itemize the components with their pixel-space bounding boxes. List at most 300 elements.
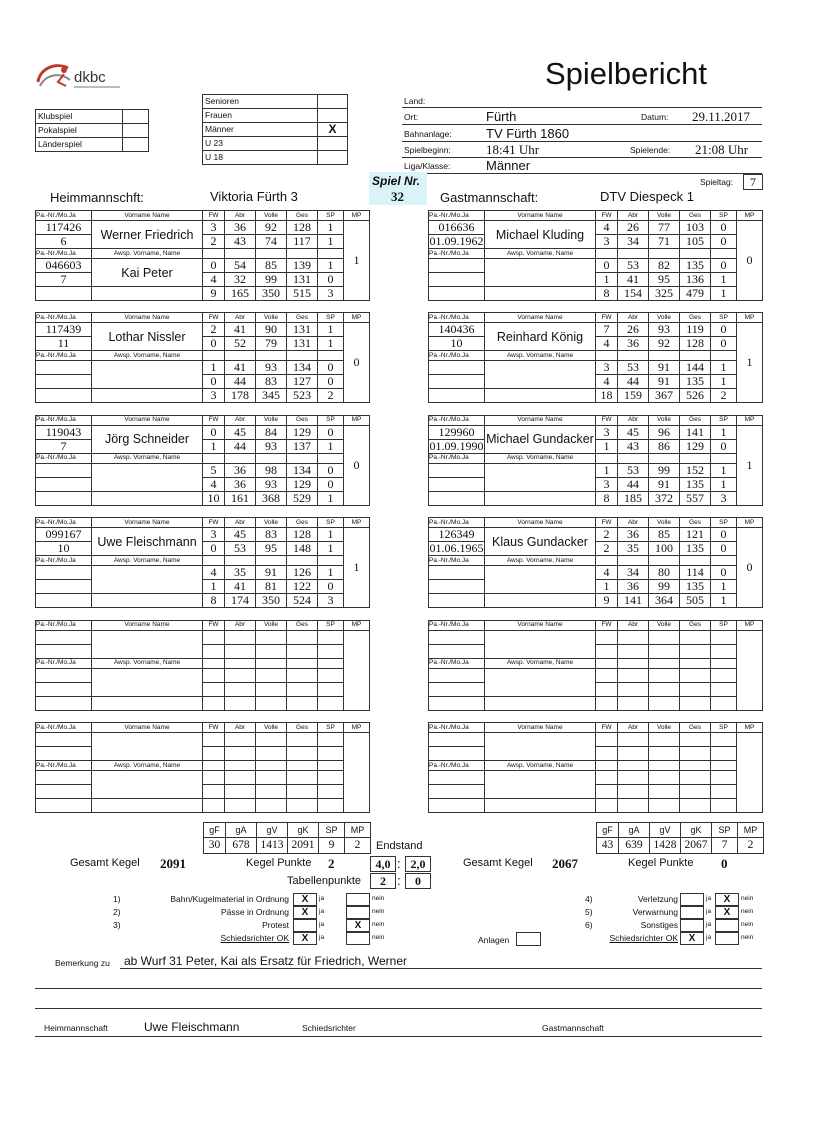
player-sub: 11 (36, 337, 92, 351)
player-block (428, 415, 763, 506)
check-ja-box[interactable] (680, 893, 704, 906)
throw-value: 0 (711, 235, 737, 249)
check-label: Schiedsrichter OK (220, 933, 289, 943)
empty-cell (596, 351, 618, 361)
throw-value: 134 (287, 463, 318, 477)
throw-value: 1 (203, 439, 225, 453)
ersatz-header: Awsp. Vorname, Name (485, 453, 596, 463)
total-value (649, 696, 680, 710)
schiri-sign-label: Schiedsrichter (302, 1023, 356, 1033)
total-value: 479 (680, 287, 711, 301)
throw-value: 128 (287, 528, 318, 542)
throw-value: 93 (649, 323, 680, 337)
throw-value (618, 644, 649, 658)
total-value (256, 696, 287, 710)
throw-value: 90 (256, 323, 287, 337)
throw-value: 141 (680, 425, 711, 439)
empty-cell (92, 389, 203, 403)
throw-value (649, 785, 680, 799)
throw-value: 43 (618, 439, 649, 453)
check-nein-box[interactable] (715, 893, 739, 906)
land-label: Land: (404, 96, 426, 106)
empty-cell (429, 491, 485, 505)
check-nein-box[interactable] (346, 893, 370, 906)
name-header: Vorname Name (92, 313, 203, 323)
category-label: U 23 (203, 137, 318, 151)
totals-value: 1413 (257, 838, 288, 854)
empty-cell (318, 761, 344, 771)
empty-cell (318, 351, 344, 361)
empty-cell (485, 696, 596, 710)
abr-header: Abr (225, 211, 256, 221)
player-pass (36, 630, 92, 644)
throw-value (618, 668, 649, 682)
throw-value: 136 (680, 273, 711, 287)
throw-value: 52 (225, 337, 256, 351)
throw-value: 7 (596, 323, 618, 337)
volle-header: Volle (649, 620, 680, 630)
totals-value: 2 (738, 838, 764, 854)
throw-value: 92 (256, 221, 287, 235)
check-nein-box[interactable] (715, 906, 739, 919)
spielbeginn-label: Spielbeginn: (404, 145, 451, 155)
total-value: 10 (203, 491, 225, 505)
throw-value: 1 (318, 566, 344, 580)
abr-header: Abr (618, 620, 649, 630)
throw-value: 114 (680, 566, 711, 580)
alt-pass (36, 361, 92, 375)
throw-value: 0 (203, 542, 225, 556)
total-value: 141 (618, 594, 649, 608)
nein-label: nein (741, 921, 754, 928)
empty-cell (618, 556, 649, 566)
nein-label: nein (741, 908, 754, 915)
totals-value: 2091 (288, 838, 319, 854)
total-value (287, 696, 318, 710)
totals-header: gK (288, 823, 319, 838)
check-ja-mark: X (301, 907, 309, 918)
pass-header: Pa.-Nr./Mo.Ja (36, 453, 92, 463)
alt-sub (36, 375, 92, 389)
sp-header: SP (318, 723, 344, 733)
tab-colon: : (397, 873, 401, 888)
nein-label: nein (372, 895, 385, 902)
throw-value (203, 630, 225, 644)
score-guest-box (405, 856, 431, 872)
empty-cell (618, 249, 649, 259)
throw-value: 45 (225, 528, 256, 542)
player-name: Werner Friedrich (92, 221, 203, 249)
totals-header: gV (257, 823, 288, 838)
fw-header: FW (203, 211, 225, 221)
empty-cell (429, 287, 485, 301)
alt-sub (429, 580, 485, 594)
match-type-mark (123, 124, 149, 138)
throw-value: 85 (256, 259, 287, 273)
nein-label: nein (372, 934, 385, 941)
throw-value: 95 (256, 542, 287, 556)
sp-header: SP (711, 723, 737, 733)
total-value: 165 (225, 287, 256, 301)
mp-header: MP (344, 723, 370, 733)
name-header: Vorname Name (485, 211, 596, 221)
throw-value (711, 733, 737, 747)
alt-pass (36, 771, 92, 785)
total-value: 3 (203, 389, 225, 403)
fw-header: FW (596, 518, 618, 528)
throw-value: 44 (618, 477, 649, 491)
fw-header: FW (596, 723, 618, 733)
throw-value: 0 (711, 542, 737, 556)
fw-header: FW (203, 313, 225, 323)
empty-cell (649, 658, 680, 668)
category-label: Senioren (203, 95, 318, 109)
throw-value (256, 747, 287, 761)
throw-value (618, 747, 649, 761)
throw-value: 1 (318, 221, 344, 235)
player-sub: 10 (429, 337, 485, 351)
ersatz-header: Awsp. Vorname, Name (92, 453, 203, 463)
volle-header: Volle (256, 723, 287, 733)
nein-label: nein (372, 921, 385, 928)
player-name (485, 630, 596, 658)
empty-cell (36, 594, 92, 608)
check-ja-box[interactable] (680, 919, 704, 932)
check-nein-box[interactable] (346, 919, 370, 932)
throw-value: 44 (225, 439, 256, 453)
throw-value: 128 (287, 221, 318, 235)
alt-pass (429, 361, 485, 375)
throw-value: 85 (649, 528, 680, 542)
alt-name (92, 566, 203, 594)
ges-header: Ges (680, 313, 711, 323)
player-pass: 117426 (36, 221, 92, 235)
empty-cell (649, 556, 680, 566)
throw-value: 91 (649, 477, 680, 491)
ja-label: ja (706, 908, 712, 915)
player-mp: 1 (344, 528, 370, 608)
pass-header: Pa.-Nr./Mo.Ja (429, 658, 485, 668)
throw-value: 129 (680, 439, 711, 453)
spiel-nr-label: Spiel Nr. (372, 174, 421, 188)
throw-value: 4 (203, 273, 225, 287)
empty-cell (429, 696, 485, 710)
player-block (428, 210, 763, 301)
sp-header: SP (318, 211, 344, 221)
throw-value: 135 (680, 542, 711, 556)
check-num: 6) (585, 920, 593, 930)
check-ja-box[interactable] (680, 906, 704, 919)
total-value (287, 799, 318, 813)
match-type-label: Pokalspiel (36, 124, 123, 138)
alt-pass (429, 668, 485, 682)
check-ja-box[interactable] (293, 893, 317, 906)
total-value: 185 (618, 491, 649, 505)
total-value: 368 (256, 491, 287, 505)
alt-name (92, 463, 203, 491)
throw-value: 0 (318, 361, 344, 375)
throw-value: 1 (318, 542, 344, 556)
abr-header: Abr (618, 415, 649, 425)
sp-header: SP (711, 415, 737, 425)
check-nein-box[interactable] (715, 932, 739, 945)
throw-value: 103 (680, 221, 711, 235)
fw-header: FW (596, 313, 618, 323)
throw-value: 100 (649, 542, 680, 556)
ersatz-header: Awsp. Vorname, Name (92, 761, 203, 771)
throw-value: 0 (203, 337, 225, 351)
totals-value: 30 (204, 838, 226, 854)
player-name (92, 733, 203, 761)
throw-value (596, 785, 618, 799)
empty-cell (318, 453, 344, 463)
throw-value: 41 (225, 361, 256, 375)
empty-cell (596, 453, 618, 463)
throw-value: 96 (649, 425, 680, 439)
alt-sub (36, 477, 92, 491)
total-value: 1 (711, 287, 737, 301)
bemerkung-text: ab Wurf 31 Peter, Kai als Ersatz für Friedrich, Werner (124, 954, 407, 968)
name-header: Vorname Name (92, 723, 203, 733)
check-ja-mark: X (301, 894, 309, 905)
throw-value: 93 (256, 439, 287, 453)
player-mp (737, 733, 763, 813)
throw-value: 0 (203, 259, 225, 273)
empty-cell (680, 453, 711, 463)
empty-cell (92, 696, 203, 710)
check-nein-box[interactable] (346, 906, 370, 919)
total-value: 2 (711, 389, 737, 403)
totals-header: SP (319, 823, 345, 838)
throw-value: 44 (618, 375, 649, 389)
empty-cell (318, 556, 344, 566)
guest-kegelpunkte-label: Kegel Punkte (628, 857, 694, 869)
volle-header: Volle (256, 211, 287, 221)
match-type-mark (123, 110, 149, 124)
empty-cell (711, 249, 737, 259)
throw-value (711, 771, 737, 785)
ges-header: Ges (680, 415, 711, 425)
throw-value: 126 (287, 566, 318, 580)
spiel-nr-box (369, 172, 427, 205)
empty-cell (711, 658, 737, 668)
anlagen-box[interactable] (516, 932, 541, 946)
empty-cell (92, 799, 203, 813)
pass-header: Pa.-Nr./Mo.Ja (429, 518, 485, 528)
category-table (202, 94, 348, 165)
check-ja-mark: X (301, 933, 309, 944)
player-mp (344, 733, 370, 813)
throw-value: 36 (618, 337, 649, 351)
throw-value (225, 682, 256, 696)
score-home: 4,0 (375, 857, 391, 871)
throw-value: 36 (618, 528, 649, 542)
throw-value: 1 (318, 323, 344, 337)
total-value (711, 696, 737, 710)
total-value: 161 (225, 491, 256, 505)
gast-sign-label: Gastmannschaft (542, 1023, 604, 1033)
throw-value: 74 (256, 235, 287, 249)
empty-cell (36, 491, 92, 505)
mp-header: MP (344, 313, 370, 323)
total-value (203, 696, 225, 710)
empty-cell (618, 453, 649, 463)
sp-header: SP (711, 211, 737, 221)
throw-value (203, 668, 225, 682)
throw-value: 86 (649, 439, 680, 453)
player-sub (429, 644, 485, 658)
bahnanlage-label: Bahnanlage: (404, 129, 452, 139)
empty-cell (485, 594, 596, 608)
throw-value: 122 (287, 580, 318, 594)
throw-value (649, 747, 680, 761)
throw-value: 41 (225, 323, 256, 337)
empty-cell (649, 453, 680, 463)
throw-value: 99 (649, 463, 680, 477)
throw-value: 1 (318, 528, 344, 542)
throw-value: 0 (711, 566, 737, 580)
throw-value: 81 (256, 580, 287, 594)
total-value (711, 799, 737, 813)
empty-cell (92, 594, 203, 608)
player-pass: 099167 (36, 528, 92, 542)
throw-value (287, 747, 318, 761)
abr-header: Abr (618, 723, 649, 733)
sp-header: SP (318, 415, 344, 425)
throw-value: 36 (618, 580, 649, 594)
total-value (649, 799, 680, 813)
empty-cell (287, 761, 318, 771)
fw-header: FW (203, 620, 225, 630)
alt-pass (429, 259, 485, 273)
guest-kegelpunkte-value: 0 (721, 856, 728, 871)
pass-header: Pa.-Nr./Mo.Ja (429, 723, 485, 733)
ges-header: Ges (287, 620, 318, 630)
check-ja-box[interactable] (293, 932, 317, 945)
alt-name (485, 259, 596, 287)
empty-cell (429, 799, 485, 813)
throw-value: 131 (287, 273, 318, 287)
check-ja-box[interactable] (293, 906, 317, 919)
throw-value: 0 (318, 273, 344, 287)
throw-value (225, 785, 256, 799)
empty-cell (711, 556, 737, 566)
empty-cell (680, 761, 711, 771)
player-name (92, 630, 203, 658)
name-header: Vorname Name (485, 518, 596, 528)
sp-header: SP (711, 620, 737, 630)
throw-value (203, 771, 225, 785)
fw-header: FW (596, 211, 618, 221)
alt-sub (36, 580, 92, 594)
empty-cell (287, 351, 318, 361)
empty-cell (203, 249, 225, 259)
mp-header: MP (737, 211, 763, 221)
alt-name (92, 771, 203, 799)
anlagen-label: Anlagen (478, 935, 510, 945)
throw-value: 127 (287, 375, 318, 389)
throw-value (618, 682, 649, 696)
throw-value (680, 682, 711, 696)
player-mp: 1 (737, 425, 763, 505)
alt-pass (429, 566, 485, 580)
player-sub: 6 (36, 235, 92, 249)
score-home-box (370, 856, 396, 872)
match-type-label: Klubspiel (36, 110, 123, 124)
spieltag-value: 7 (750, 175, 756, 189)
category-label: Männer (203, 123, 318, 137)
check-ja-box[interactable] (293, 919, 317, 932)
throw-value: 1 (711, 375, 737, 389)
empty-cell (203, 453, 225, 463)
empty-cell (256, 761, 287, 771)
throw-value (680, 785, 711, 799)
throw-value: 53 (618, 259, 649, 273)
throw-value (203, 747, 225, 761)
check-nein-box[interactable] (346, 932, 370, 945)
total-value: 515 (287, 287, 318, 301)
totals-header: SP (712, 823, 738, 838)
empty-cell (429, 594, 485, 608)
throw-value: 1 (711, 361, 737, 375)
player-pass: 129960 (429, 425, 485, 439)
spieltag-box (743, 174, 763, 190)
totals-header: gV (650, 823, 681, 838)
empty-cell (36, 696, 92, 710)
nein-label: nein (372, 908, 385, 915)
pass-header: Pa.-Nr./Mo.Ja (36, 211, 92, 221)
totals-value: 1428 (650, 838, 681, 854)
volle-header: Volle (649, 313, 680, 323)
fw-header: FW (203, 415, 225, 425)
pass-header: Pa.-Nr./Mo.Ja (429, 351, 485, 361)
throw-value: 129 (287, 425, 318, 439)
totals-header: gA (226, 823, 257, 838)
total-value: 364 (649, 594, 680, 608)
empty-cell (287, 249, 318, 259)
home-totals-table (203, 822, 371, 854)
throw-value: 3 (596, 477, 618, 491)
ges-header: Ges (287, 313, 318, 323)
empty-cell (287, 556, 318, 566)
total-value: 174 (225, 594, 256, 608)
ja-label: ja (706, 921, 712, 928)
check-num: 4) (585, 894, 593, 904)
total-value: 367 (649, 389, 680, 403)
throw-value: 35 (618, 542, 649, 556)
ges-header: Ges (287, 518, 318, 528)
check-ja-box[interactable] (680, 932, 704, 945)
pass-header: Pa.-Nr./Mo.Ja (429, 556, 485, 566)
throw-value: 93 (256, 361, 287, 375)
empty-cell (203, 351, 225, 361)
pass-header: Pa.-Nr./Mo.Ja (36, 249, 92, 259)
check-nein-box[interactable] (715, 919, 739, 932)
throw-value: 91 (256, 566, 287, 580)
empty-cell (680, 658, 711, 668)
alt-sub (429, 273, 485, 287)
ersatz-header: Awsp. Vorname, Name (92, 658, 203, 668)
empty-cell (36, 287, 92, 301)
empty-cell (225, 351, 256, 361)
category-mark: X (318, 123, 348, 137)
mp-header: MP (344, 211, 370, 221)
throw-value (287, 644, 318, 658)
total-value: 524 (287, 594, 318, 608)
page-title: Spielbericht (545, 56, 707, 91)
throw-value: 34 (618, 235, 649, 249)
pass-header: Pa.-Nr./Mo.Ja (36, 556, 92, 566)
